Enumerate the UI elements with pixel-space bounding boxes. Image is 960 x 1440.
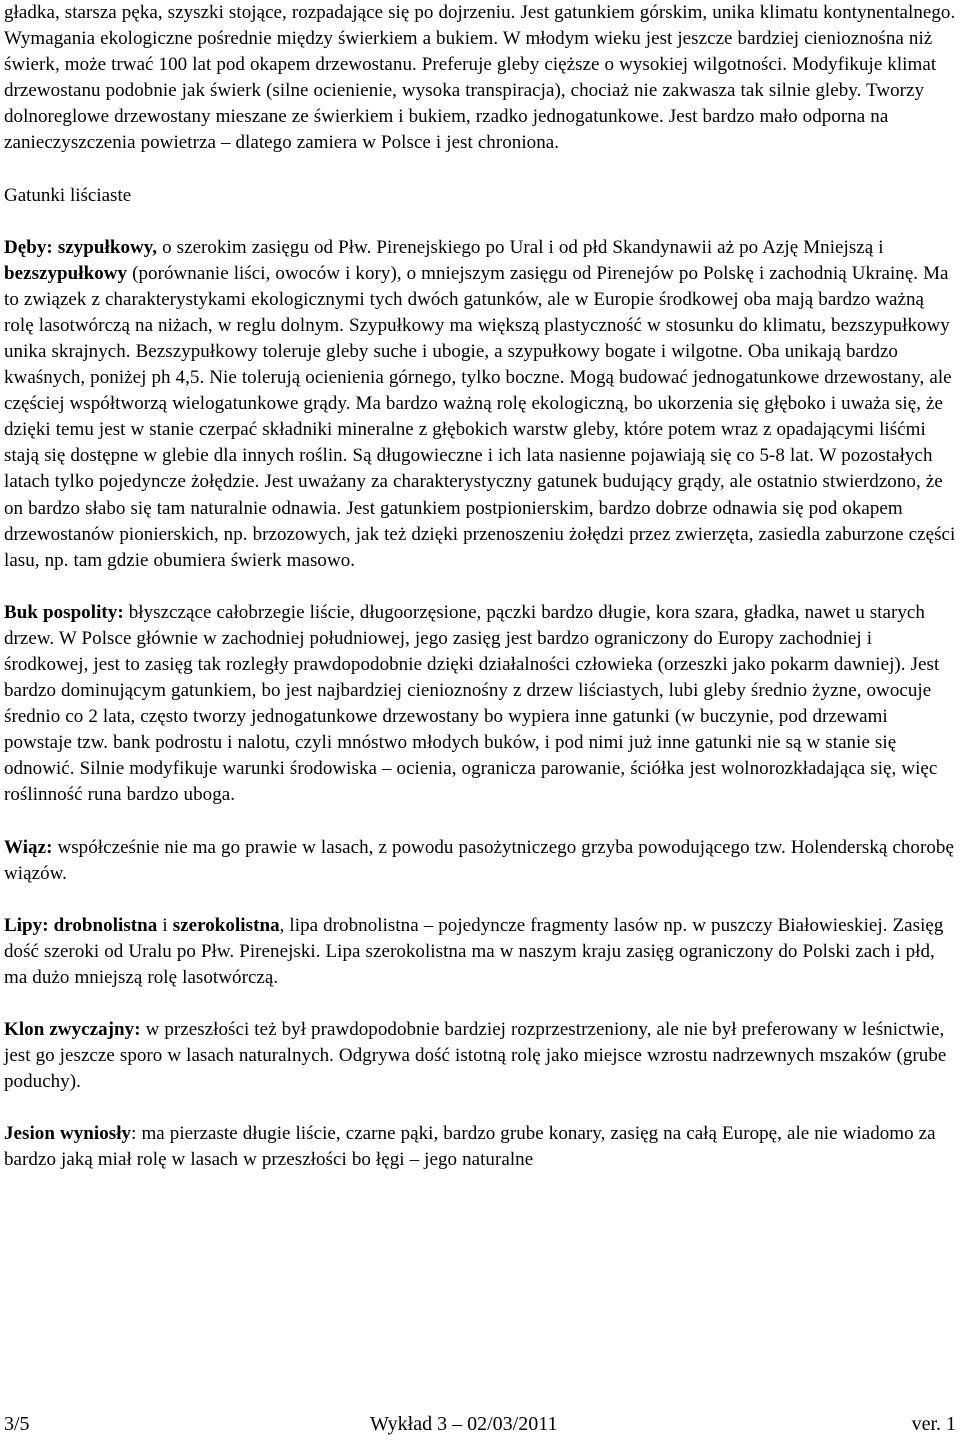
page-footer [4,1412,956,1436]
lipy-mid: i [157,914,173,936]
page-number: 3/5 [4,1413,30,1435]
buk-paragraph [4,600,956,809]
klon-label: Klon zwyczajny: [4,1019,141,1040]
wiaz-label: Wiąz: [4,836,53,858]
jesion-paragraph [4,1121,956,1173]
wiaz-text: współcześnie nie ma go prawie w lasach, z powodu pasożytniczego grzyba powodującego tzw. Holenderską chorobę wiązów. [4,836,954,884]
jesion-label: Jesion wyniosły [4,1123,132,1145]
jesion-text: : ma pierzaste długie liście, czarne pąki, bardzo grube konary, zasięg na całą Europę, ale nie wiadomo za bardzo jaką miał rolę w lasach w przeszłości bo łęgi – jego naturalne [4,1123,936,1171]
wiaz-paragraph [4,835,956,887]
deby-term-szypulkowy: szypułkowy, [57,236,158,258]
lipy-text: , lipa drobnolistna – pojedyncze fragmenty lasów np. w puszczy Białowieskiej. Zasięg dość szeroki od Uralu po Płw. Pirenejski. Lipa szerokolistna ma w naszym kraju zasięg ograniczony do Polski zach i płd, ma dużo mniejszą rolę lasotwórczą. [4,914,944,988]
lipy-term-szerokolistna: szerokolistna [172,914,280,936]
lipy-term-drobnolistna: drobnolistna [53,914,158,936]
deby-paragraph [4,235,956,574]
klon-paragraph [4,1017,956,1095]
spacer [4,209,956,235]
version-label: ver. 1 [911,1413,956,1435]
deby-text-2: (porównanie liści, owoców i kory), o mniejszym zasięgu od Pirenejów po Polskę i zachodnią Ukrainę. Ma to związek z charakterystykami ekologicznymi tych dwóch gatunków, ale w Europie środkowej oba mają bardzo ważną rolę lasotwórczą na niżach, w reglu dolnym. Szypułkowy ma większą plastyczność w stosunku do klimatu, bezszypułkowy unika skrajnych. Bezszypułkowy toleruje gleby suche i ubogie, a szypułkowy bogate i wilgotne. Oba unikają bardzo kwaśnych, poniżej ph 4,5. Nie tolerują ocienienia górnego, tylko boczne. Mogą budować jednogatunkowe drzewostany, ale częściej współtworzą wielogatunkowe grądy. Ma bardzo ważną rolę ekologiczną, bo ukorzenia się głęboko i uważa się, że dzięki temu jest w stanie czerpać składniki mineralne z głębokich warstw gleby, które potem wraz z opadającymi liśćmi stają się dostępne w glebie dla innych roślin. Są długowieczne i ich lata nasienne pojawiają się co 5-8 lat. W pozostałych latach tylko pojedyncze żołędzie. Jest uważany za charakterystyczny gatunek budujący grądy, ale ostatnio stwierdzono, że on bardzo słabo się tam naturalnie odnawia. Jest gatunkiem postpionierskim, bardzo dobrze odnawia się pod okapem drzewostanów pionierskich, np. brzozowych, jak też dzięki przenoszeniu żołędzi przez zwierzęta, zasiedla zaburzone części lasu, np. tam gdzie obumiera świerk masowo. [4,262,956,571]
spacer [4,574,956,600]
spacer [4,991,956,1017]
deby-text-1: o szerokim zasięgu od Płw. Pirenejskiego po Ural i od płd Skandynawii aż po Azję Mniejszą i [157,236,884,258]
deby-term-bezszypulkowy: bezszypułkowy [4,262,128,284]
deby-label: Dęby: [4,236,53,258]
document-page [4,0,956,1173]
lecture-title: Wykład 3 – 02/03/2011 [370,1413,558,1435]
spacer [4,809,956,835]
buk-text: błyszczące całobrzegie liście, długoorzęsione, pączki bardzo długie, kora szara, gładka, nawet u starych drzew. W Polsce głównie w zachodniej południowej, jego zasięg jest bardzo ograniczony do Europy zachodniej i środkowej, jest to zasięg tak rozległy prawdopodobnie dzięki działalności człowieka (orzeszki jako pokarm dawniej). Jest bardzo dominującym gatunkiem, bo jest najbardziej cienioznośny z drzew liściastych, lubi gleby średnio żyzne, owocuje średnio co 2 lata, często tworzy jednogatunkowe drzewostany bo wypiera inne gatunki (w buczynie, pod drzewami powstaje tzw. bank podrostu i nalotu, czyli mnóstwo młodych buków, i pod nimi już inne gatunki nie są w stanie się odnowić. Silnie modyfikuje warunki środowiska – ocienia, ogranicza parowanie, ściółka jest wolnorozkładająca się, więc roślinność runa bardzo uboga. [4,601,940,806]
spacer [4,887,956,913]
buk-label: Buk pospolity: [4,601,124,623]
lipy-label: Lipy: [4,914,49,936]
section-heading: Gatunki liściaste [4,184,132,206]
intro-paragraph: gładka, starsza pęka, szyszki stojące, rozpadające się po dojrzeniu. Jest gatunkiem górskim, unika klimatu kontynentalnego. Wymagania ekologiczne pośrednie między świerkiem a bukiem. W młodym wieku jest jeszcze bardziej cienioznośna niż świerk, może trwać 100 lat pod okapem drzewostanu. Preferuje gleby cięższe o wysokiej wilgotności. Modyfikuje klimat drzewostanu podobnie jak świerk (silne ocienienie, wysoka transpiracja), chociaż nie zakwasza tak silnie gleby. Tworzy dolnoreglowe drzewostany mieszane ze świerkiem i bukiem, rzadko jednogatunkowe. Jest bardzo mało odporna na zanieczyszczenia powietrza – dlatego zamiera w Polsce i jest chroniona. [4,2,956,154]
spacer [4,1095,956,1121]
klon-text: w przeszłości też był prawdopodobnie bardziej rozprzestrzeniony, ale nie był preferowany w leśnictwie, jest go jeszcze sporo w lasach naturalnych. Odgrywa dość istotną rolę jako miejsce wzrostu nadrzewnych mszaków (grube poduchy). [4,1019,947,1093]
spacer [4,157,956,183]
lipy-paragraph [4,913,956,991]
